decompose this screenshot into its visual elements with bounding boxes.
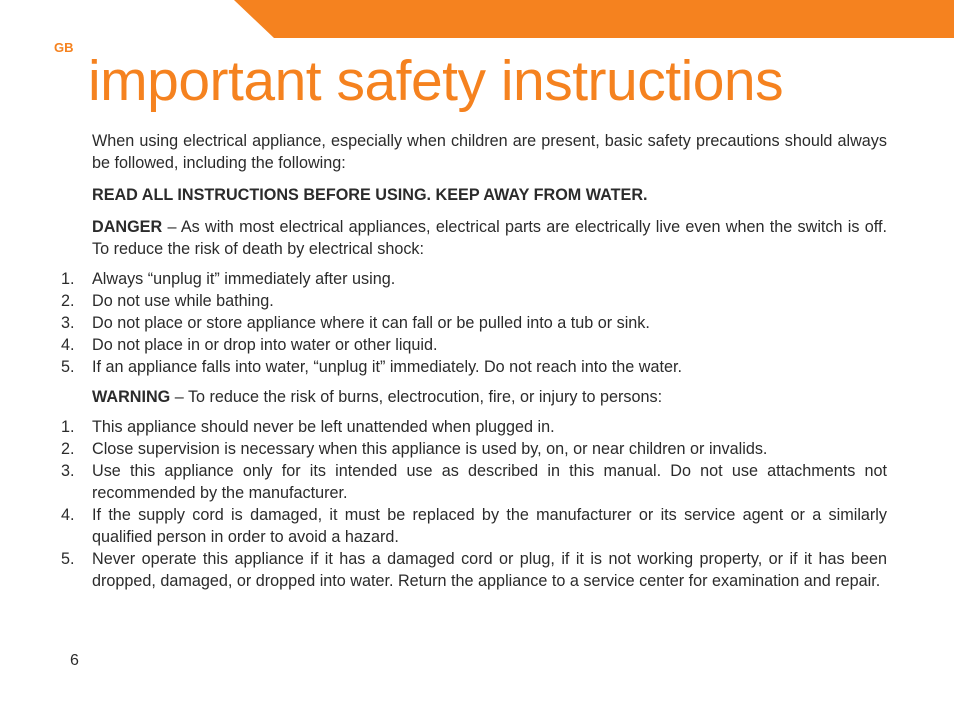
list-item xyxy=(61,290,887,312)
list-item-number: 3. xyxy=(61,314,75,332)
list-item-number: 4. xyxy=(61,506,75,524)
list-item xyxy=(61,416,887,438)
list-item-text: Never operate this appliance if it has a damaged cord or plug, if it is not working property, or if it has been dropped, damaged, or dropped into water. Return the appliance to a service center for examination and repair. xyxy=(92,550,887,590)
list-item-number: 1. xyxy=(61,270,75,288)
list-item xyxy=(61,312,887,334)
list-item-number: 5. xyxy=(61,550,75,568)
danger-list xyxy=(61,268,887,378)
danger-label: DANGER xyxy=(92,218,163,236)
list-item-text: This appliance should never be left unattended when plugged in. xyxy=(92,418,555,436)
page-title: important safety instructions xyxy=(88,49,784,113)
list-item-number: 1. xyxy=(61,418,75,436)
warning-paragraph xyxy=(92,386,887,408)
list-item-number: 2. xyxy=(61,292,75,310)
list-item-number: 2. xyxy=(61,440,75,458)
header-accent-band xyxy=(234,0,954,38)
list-item-text: Close supervision is necessary when this appliance is used by, on, or near children or invalids. xyxy=(92,440,768,458)
document-body xyxy=(61,130,887,592)
warning-list xyxy=(61,416,887,592)
list-item-text: If the supply cord is damaged, it must be replaced by the manufacturer or its service agent or a similarly qualified person in order to avoid a hazard. xyxy=(92,506,887,546)
danger-text: – As with most electrical appliances, electrical parts are electrically live even when the switch is off. To reduce the risk of death by electrical shock: xyxy=(92,218,887,258)
list-item-text: Always “unplug it” immediately after using. xyxy=(92,270,396,288)
list-item xyxy=(61,268,887,290)
list-item-text: If an appliance falls into water, “unplug it” immediately. Do not reach into the water. xyxy=(92,358,682,376)
list-item-text: Use this appliance only for its intended use as described in this manual. Do not use attachments not recommended by the manufacturer. xyxy=(92,462,887,502)
read-all-notice: READ ALL INSTRUCTIONS BEFORE USING. KEEP AWAY FROM WATER. xyxy=(92,186,648,204)
list-item xyxy=(61,334,887,356)
warning-text: – To reduce the risk of burns, electrocution, fire, or injury to persons: xyxy=(170,388,663,406)
page-number: 6 xyxy=(70,652,79,669)
list-item xyxy=(61,460,887,504)
list-item-text: Do not place in or drop into water or other liquid. xyxy=(92,336,438,354)
list-item-number: 3. xyxy=(61,462,75,480)
list-item xyxy=(61,548,887,592)
list-item xyxy=(61,356,887,378)
warning-label: WARNING xyxy=(92,388,171,406)
danger-paragraph xyxy=(92,216,887,260)
list-item-number: 5. xyxy=(61,358,75,376)
list-item-text: Do not use while bathing. xyxy=(92,292,274,310)
language-tag: GB xyxy=(54,40,74,55)
intro-paragraph: When using electrical appliance, especially when children are present, basic safety precautions should always be followed, including the following: xyxy=(92,132,887,172)
list-item xyxy=(61,438,887,460)
list-item-number: 4. xyxy=(61,336,75,354)
list-item-text: Do not place or store appliance where it can fall or be pulled into a tub or sink. xyxy=(92,314,650,332)
list-item xyxy=(61,504,887,548)
